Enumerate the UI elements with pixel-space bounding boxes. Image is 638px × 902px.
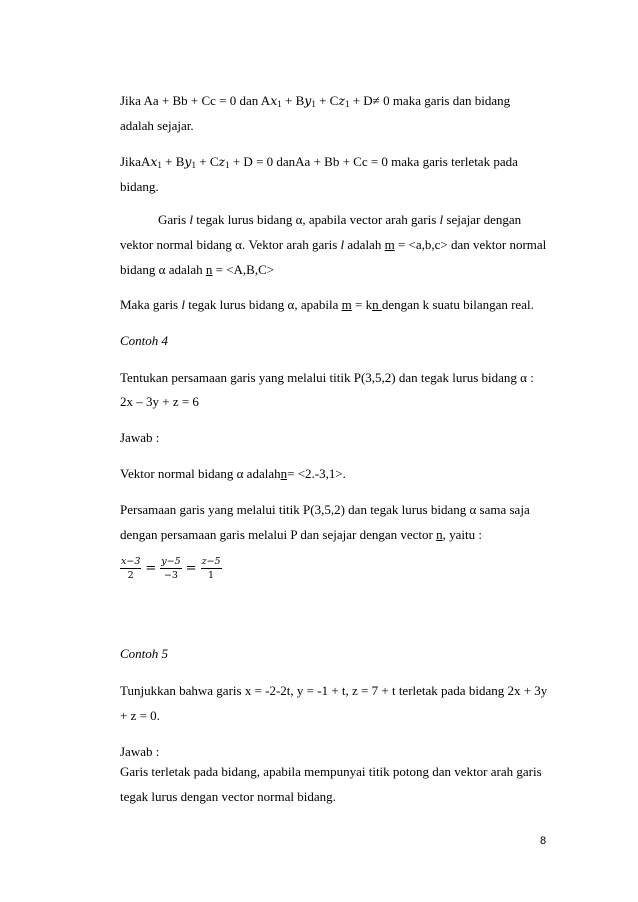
text-run: + D = 0 danAa + Bb + Cc = 0 maka garis terletak pada [229, 154, 518, 169]
text-line-10: Tentukan persamaan garis yang melalui titik P(3,5,2) dan tegak lurus bidang α : [120, 370, 534, 385]
math-var-x: x [270, 93, 278, 108]
fraction-numerator: x−3 [121, 556, 141, 567]
text-line-14: Persamaan garis yang melalui titik P(3,5,2) dan tegak lurus bidang α sama saja [120, 502, 530, 517]
text-line-7 [120, 262, 274, 278]
example-heading-5: Contoh 5 [120, 646, 169, 661]
math-var-z: z [218, 154, 226, 169]
text-line-8 [120, 297, 534, 313]
italic-l: l [340, 237, 345, 252]
text-line-20: Garis terletak pada bidang, apabila mempunyai titik potong dan vektor arah garis [120, 764, 542, 779]
text-run: = <a,b,c> dan vektor normal [394, 237, 547, 252]
text-line-18: + z = 0. [120, 708, 160, 723]
italic-l: l [189, 212, 194, 227]
text-line-15 [120, 527, 482, 543]
math-subscript: 1 [277, 99, 282, 109]
fraction-x [120, 556, 141, 581]
text-run: Maka garis [120, 297, 182, 312]
text-line-11: 2x – 3y + z = 6 [120, 394, 199, 409]
math-subscript: 1 [311, 99, 316, 109]
underlined-n: n [436, 527, 443, 542]
math-subscript: 1 [157, 160, 162, 170]
underlined-m: m [384, 237, 395, 252]
text-run: + C [315, 93, 339, 108]
fraction-numerator: z−5 [201, 556, 221, 567]
text-line-4: bidang. [120, 179, 159, 194]
line-equation [120, 556, 222, 581]
text-line-21: tegak lurus dengan vector normal bidang. [120, 789, 336, 804]
not-equal-symbol: ≠ [372, 93, 380, 108]
text-run: dengan k suatu bilangan real. [381, 297, 534, 312]
fraction-denominator: 2 [127, 570, 134, 581]
text-run: 0 maka garis dan bidang [379, 93, 511, 108]
math-var-x: x [150, 154, 158, 169]
underlined-n: n [280, 466, 288, 481]
underlined-n: n [205, 262, 213, 277]
text-line-13 [120, 466, 346, 482]
text-run: sejajar dengan [443, 212, 522, 227]
underlined-m: m [341, 297, 352, 312]
equals-sign: = [145, 561, 157, 576]
equals-sign: = [185, 561, 197, 576]
text-line-17: Tunjukkan bahwa garis x = -2-2t, y = -1 + t, z = 7 + t terletak pada bidang 2x + 3y [120, 683, 548, 698]
text-run: = <2.-3,1>. [287, 466, 346, 481]
text-run: Jika Aa + Bb + Cc = 0 dan A [120, 93, 271, 108]
text-run: Vektor normal bidang α adalah [120, 466, 281, 481]
fraction-y [160, 556, 181, 581]
text-run: , yaitu : [442, 527, 482, 542]
answer-label: Jawab : [120, 430, 160, 445]
italic-l: l [181, 297, 185, 312]
text-run: vektor normal bidang α. Vektor arah garis [120, 237, 341, 252]
text-run: dengan persamaan garis melalui P dan sejajar dengan vector [120, 527, 437, 542]
text-run: adalah [344, 237, 385, 252]
text-line-3 [120, 154, 518, 173]
example-heading-4: Contoh 4 [120, 333, 169, 348]
fraction-denominator: 1 [208, 570, 215, 581]
fraction-numerator: y−5 [161, 556, 181, 567]
text-run: tegak lurus bidang α, apabila vector arah garis [193, 212, 440, 227]
text-run: + C [195, 154, 219, 169]
math-subscript: 1 [225, 160, 230, 170]
underlined-n: n [372, 297, 382, 312]
text-line-5 [158, 212, 521, 228]
text-line-1 [120, 93, 510, 112]
answer-label: Jawab : [120, 744, 160, 759]
text-run: tegak lurus bidang α, apabila [185, 297, 342, 312]
math-var-y: y [184, 154, 192, 169]
text-run: + B [281, 93, 305, 108]
text-run: = k [351, 297, 373, 312]
math-var-z: z [338, 93, 345, 108]
page-number: 8 [540, 835, 547, 847]
text-run: JikaA [120, 154, 151, 169]
text-line-6 [120, 237, 546, 253]
text-run: = <A,B,C> [212, 262, 275, 277]
text-run: Garis [158, 212, 190, 227]
math-subscript: 1 [191, 160, 196, 170]
text-line-2: adalah sejajar. [120, 118, 194, 133]
math-subscript: 1 [344, 99, 350, 109]
fraction-z [201, 556, 222, 581]
text-run: + D [349, 93, 373, 108]
text-run: bidang α adalah [120, 262, 206, 277]
math-var-y: y [304, 93, 312, 108]
text-run: + B [161, 154, 185, 169]
fraction-denominator: −3 [163, 570, 178, 581]
italic-l: l [439, 212, 444, 227]
